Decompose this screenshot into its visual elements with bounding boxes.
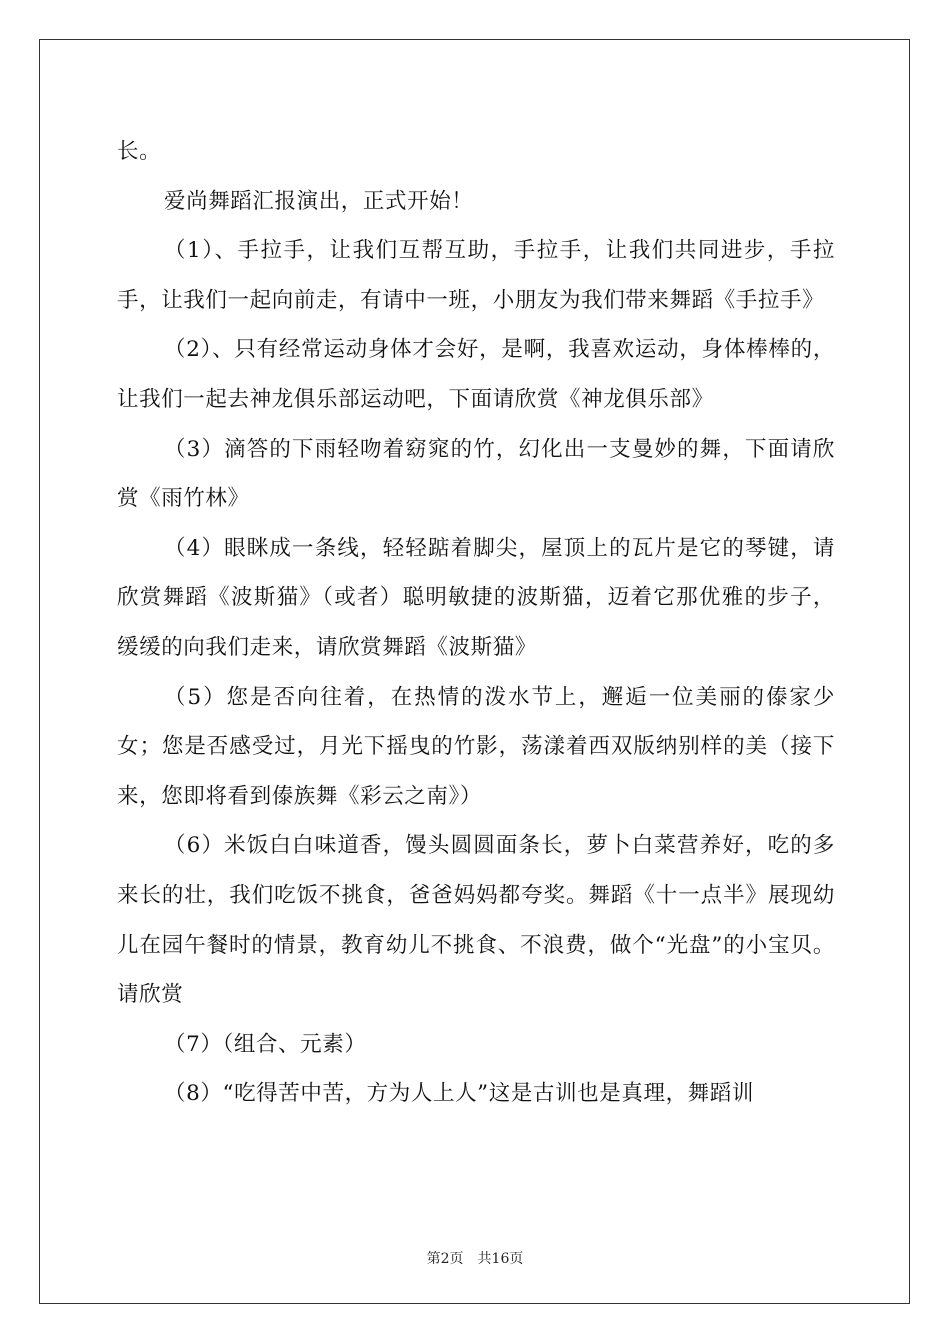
paragraph: 长。 — [117, 139, 162, 164]
paragraph: （2）、只有经常运动身体才会好，是啊，我喜欢运动，身体棒棒的，让我们一起去神龙俱乐部运动吧，下面请欣赏《神龙俱乐部》 — [117, 337, 835, 412]
paragraph: （1）、手拉手，让我们互帮互助，手拉手，让我们共同进步，手拉手，让我们一起向前走，有请中一班，小朋友为我们带来舞蹈《手拉手》 — [117, 238, 835, 313]
page-number: 第2页 — [426, 1251, 464, 1267]
paragraph: 爱尚舞蹈汇报演出，正式开始！ — [164, 188, 474, 214]
paragraph: （4）眼眯成一条线，轻轻踮着脚尖，屋顶上的瓦片是它的琴键，请欣赏舞蹈《波斯猫》（或者）聪明敏捷的波斯猫，迈着它那优雅的步子，缓缓的向我们走来，请欣赏舞蹈《波斯猫》 — [117, 535, 835, 660]
paragraph: （5）您是否向往着，在热情的泼水节上，邂逅一位美丽的傣家少女；您是否感受过，月光下摇曳的竹影，荡漾着西双版纳别样的美（接下来，您即将看到傣族舞《彩云之南》） — [117, 684, 835, 809]
paragraph: （8）“吃得苦中苦，方为人上人”这是古训也是真理，舞蹈训 — [164, 1081, 754, 1107]
page-footer — [0, 1248, 950, 1268]
paragraph: （7）（组合、元素） — [164, 1031, 367, 1057]
page-total: 共16页 — [477, 1251, 524, 1267]
paragraph: （6）米饭白白味道香，馒头圆圆面条长，萝卜白菜营养好，吃的多来长的壮，我们吃饭不挑食，爸爸妈妈都夸奖。舞蹈《十一点半》展现幼儿在园午餐时的情景，教育幼儿不挑食、不浪费，做个“光盘”的小宝贝。请欣赏 — [117, 833, 835, 1008]
document-body — [117, 127, 835, 1119]
paragraph: （3）滴答的下雨轻吻着窈窕的竹，幻化出一支曼妙的舞，下面请欣赏《雨竹林》 — [117, 436, 835, 512]
